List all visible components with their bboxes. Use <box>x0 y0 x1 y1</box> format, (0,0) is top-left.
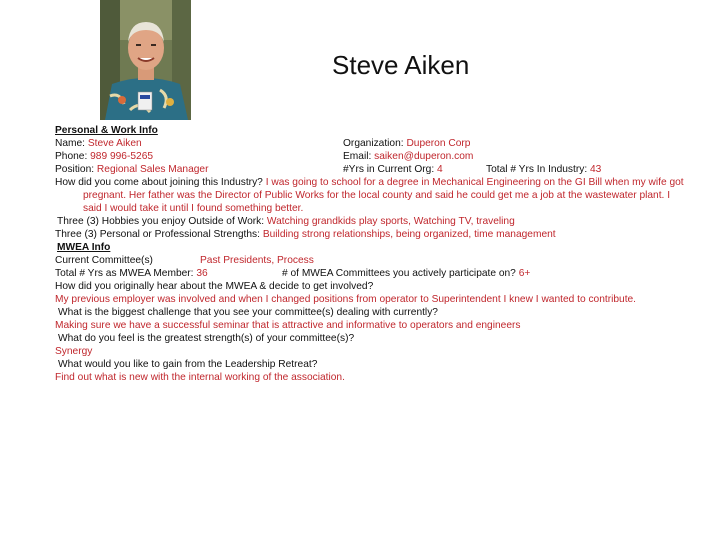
yrs-industry-label: Total # Yrs In Industry: <box>486 164 588 175</box>
yrs-org-field <box>343 163 443 176</box>
position-label: Position: <box>55 164 95 175</box>
num-committees-label: # of MWEA Committees you actively participate on? <box>282 268 516 279</box>
mwea-heading: MWEA Info <box>57 242 111 253</box>
strengths-label: Three (3) Personal or Professional Strengths: <box>55 229 260 240</box>
section-heading-personal <box>55 124 685 137</box>
phone-label: Phone: <box>55 151 88 162</box>
num-committees-value: 6+ <box>518 268 531 279</box>
gain-question <box>55 358 685 371</box>
organization-label: Organization: <box>343 138 404 149</box>
committee-label: Current Committee(s) <box>55 255 153 266</box>
portrait-illustration <box>100 0 191 120</box>
how-joined-value: I was going to school for a degree in Mechanical Engineering on the GI Bill when my wife got pregnant. Her father was the Director of Public Works for the local county and said he could get me a job at the wastewater plant. I said I would take it until I found something better. <box>83 177 684 214</box>
gain-answer: Find out what is new with the internal working of the association. <box>55 372 345 383</box>
strength-label: What do you feel is the greatest strength(s) of your committee(s)? <box>58 333 355 344</box>
num-committees-field <box>282 267 530 280</box>
yrs-industry-field <box>486 163 601 176</box>
position-years-row <box>55 163 685 176</box>
yrs-org-label: #Yrs in Current Org: <box>343 164 435 175</box>
phone-value: 989 996-5265 <box>90 151 154 162</box>
phone-email-row <box>55 150 685 163</box>
challenge-question <box>55 306 685 319</box>
challenge-label: What is the biggest challenge that you see your committee(s) dealing with currently? <box>58 307 438 318</box>
email-label: Email: <box>343 151 372 162</box>
yrs-member-value: 36 <box>196 268 208 279</box>
page-title: Steve Aiken <box>332 50 470 80</box>
member-years-row <box>55 267 685 280</box>
committee-value: Past Presidents, Process <box>200 255 314 266</box>
personal-heading: Personal & Work Info <box>55 125 158 136</box>
position-value: Regional Sales Manager <box>96 164 209 175</box>
hobbies-label: Three (3) Hobbies you enjoy Outside of Work: <box>57 216 265 227</box>
organization-value: Duperon Corp <box>406 138 471 149</box>
profile-photo <box>100 0 191 120</box>
how-joined-block <box>55 176 685 215</box>
how-joined-label: How did you come about joining this Industry? <box>55 177 263 188</box>
hobbies-value: Watching grandkids play sports, Watching TV, traveling <box>266 216 515 227</box>
yrs-org-value: 4 <box>437 164 443 175</box>
email-field <box>343 150 473 163</box>
how-heard-answer: My previous employer was involved and when I changed positions from operator to Superintendent I knew I wanted to contribute. <box>55 294 637 305</box>
how-heard-question <box>55 280 685 293</box>
strength-answer: Synergy <box>55 346 93 357</box>
name-value: Steve Aiken <box>87 138 142 149</box>
name-org-row <box>55 137 685 150</box>
yrs-member-label: Total # Yrs as MWEA Member: <box>55 268 194 279</box>
email-value: saiken@duperon.com <box>374 151 474 162</box>
hobbies-row <box>55 215 685 228</box>
gain-label: What would you like to gain from the Leadership Retreat? <box>58 359 318 370</box>
strengths-row <box>55 228 685 241</box>
section-heading-mwea <box>55 241 685 254</box>
how-heard-label: How did you originally hear about the MWEA & decide to get involved? <box>55 281 374 292</box>
committee-row <box>55 254 685 267</box>
name-label: Name: <box>55 138 86 149</box>
strengths-value: Building strong relationships, being organized, time management <box>262 229 556 240</box>
profile-document <box>55 124 685 384</box>
yrs-industry-value: 43 <box>590 164 602 175</box>
organization-field <box>343 137 470 150</box>
challenge-answer: Making sure we have a successful seminar that is attractive and informative to operators and engineers <box>55 320 521 331</box>
strength-question <box>55 332 685 345</box>
